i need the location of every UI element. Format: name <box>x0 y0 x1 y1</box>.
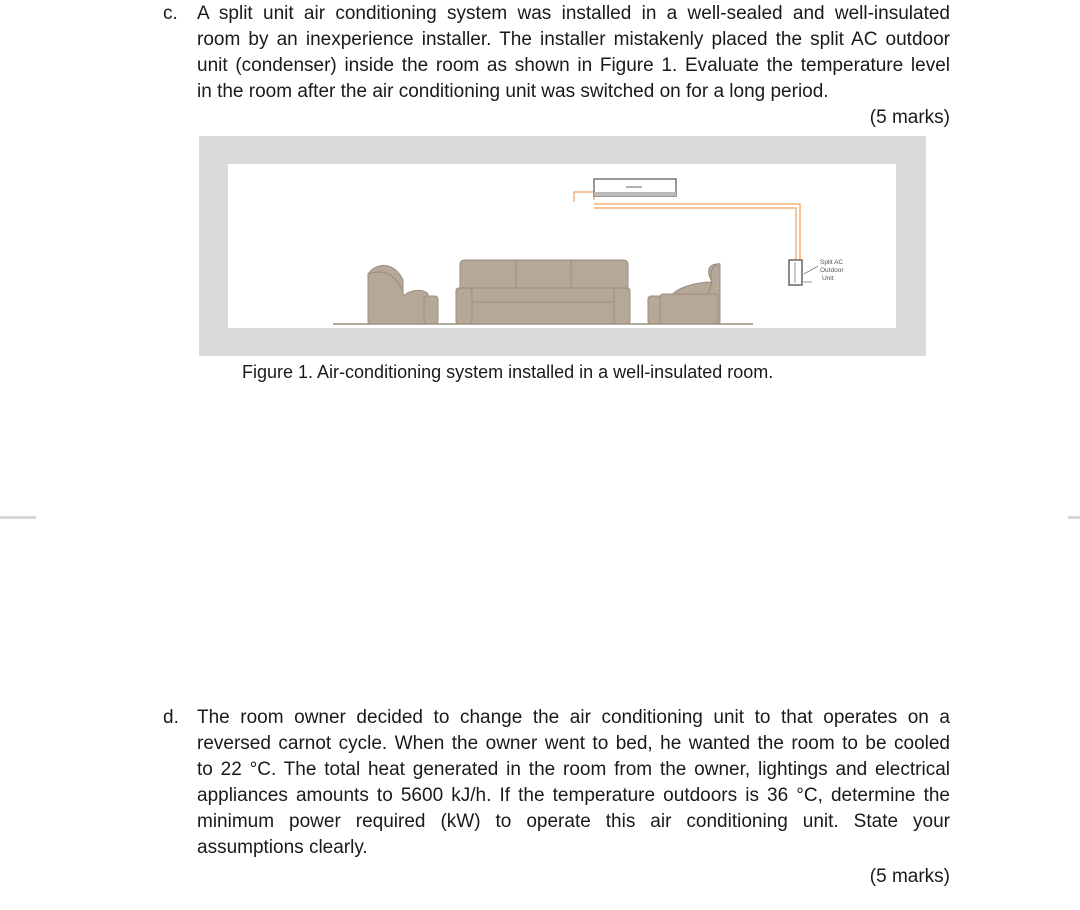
question-d-line-4: appliances amounts to 5600 kJ/h. If the temperature outdoors is 36 °C, determine the <box>197 785 950 806</box>
question-c-line-1: A split unit air conditioning system was installed in a well-sealed and well-insulated <box>197 3 950 24</box>
figure-1-frame <box>199 136 926 356</box>
outdoor-unit-label-3: Unit <box>822 275 834 282</box>
question-d-marks: (5 marks) <box>869 866 950 887</box>
scan-artifact-right <box>1068 516 1080 519</box>
armchair-right <box>648 264 720 324</box>
question-d-marker: d. <box>163 707 179 728</box>
outdoor-unit-label-1: Split AC <box>820 259 844 266</box>
question-c-line-4: in the room after the air conditioning unit was switched on for a long period. <box>197 81 829 102</box>
question-d-line-1: The room owner decided to change the air conditioning unit to that operates on a <box>197 707 950 728</box>
question-c-marks: (5 marks) <box>869 107 950 128</box>
scan-artifact-left <box>0 516 36 519</box>
question-c-marker: c. <box>163 3 178 24</box>
question-d-line-5: minimum power required (kW) to operate this air conditioning unit. State your <box>197 811 950 832</box>
outdoor-unit <box>789 260 818 285</box>
question-d-line-2: reversed carnot cycle. When the owner went to bed, he wanted the room to be cooled <box>197 733 950 754</box>
question-d-line-6: assumptions clearly. <box>197 837 368 858</box>
question-c-line-3: unit (condenser) inside the room as shown in Figure 1. Evaluate the temperature level <box>197 55 950 76</box>
indoor-unit <box>594 179 676 196</box>
question-d-line-3: to 22 °C. The total heat generated in the room from the owner, lightings and electrical <box>197 759 950 780</box>
question-d-text <box>197 705 950 861</box>
sofa <box>456 260 630 324</box>
question-c-text <box>197 1 950 105</box>
outdoor-unit-label-2: Outdoor <box>820 267 844 274</box>
figure-1-illustration <box>228 164 896 328</box>
armchair-left <box>368 265 438 324</box>
refrigerant-pipe <box>574 192 800 266</box>
figure-1-room <box>228 164 896 328</box>
figure-1-caption: Figure 1. Air-conditioning system installed in a well-insulated room. <box>242 362 774 382</box>
question-c-line-2: room by an inexperience installer. The installer mistakenly placed the split AC outdoor <box>197 29 950 50</box>
